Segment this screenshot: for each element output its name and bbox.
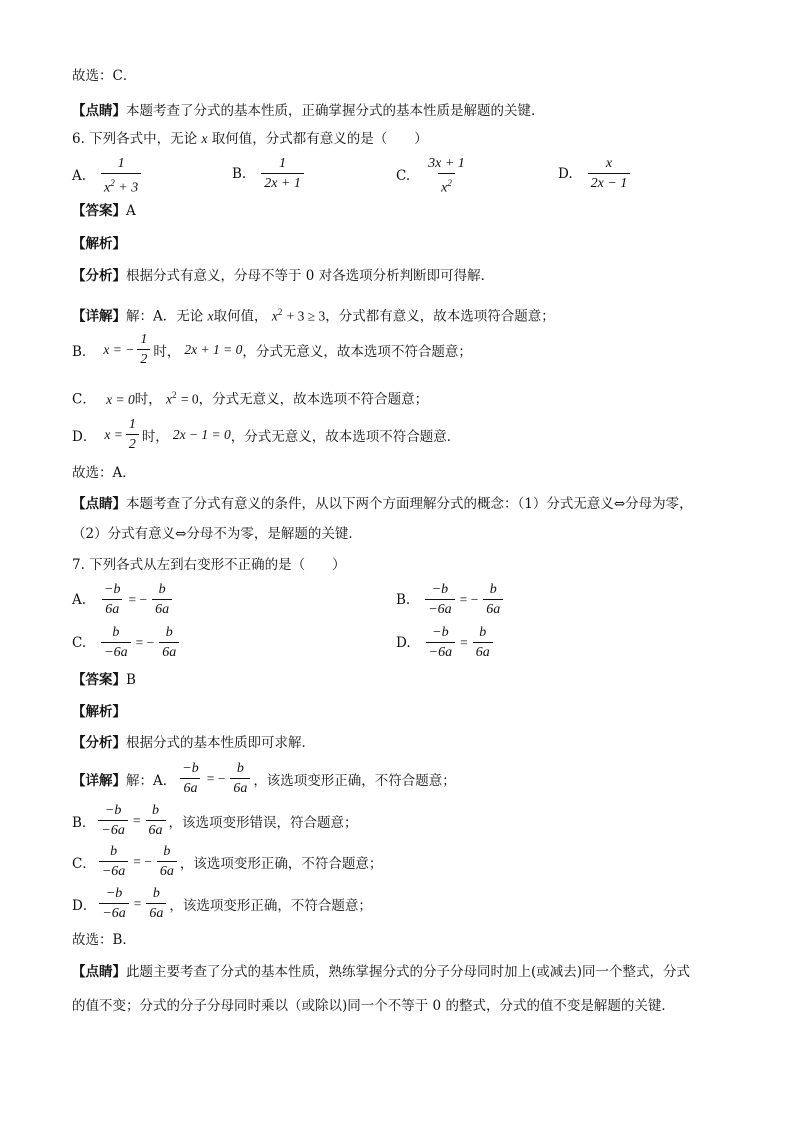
fraction (146, 885, 166, 922)
fraction (588, 155, 631, 192)
numerator: b (152, 803, 159, 818)
equals-sign: = − (133, 853, 152, 869)
denominator: 6a (473, 642, 493, 661)
label: B． (72, 343, 96, 360)
denominator: −6a (99, 861, 128, 880)
numerator: 1 (128, 417, 136, 432)
q6-stem-part: 6. 下列各式中，无论 (72, 131, 198, 147)
label: 解：A． (126, 772, 177, 789)
label: B． (72, 814, 96, 831)
denominator: −6a (426, 642, 455, 661)
text: 取何值， (213, 308, 268, 325)
xiangjie-6-a (72, 302, 555, 327)
numerator: −b (104, 803, 122, 818)
conclusion-line: 故选：C． (72, 68, 137, 84)
denominator: 6a (152, 599, 172, 618)
fraction (426, 624, 455, 661)
numerator: 1 (279, 156, 287, 171)
comment-6-a (72, 494, 693, 514)
fraction (98, 802, 127, 839)
text: ，该选项变形正确，不符合题意； (169, 897, 372, 914)
xiangjie-6-d (72, 416, 460, 453)
fraction (425, 581, 454, 618)
option-label: C. (72, 634, 87, 651)
denominator: −6a (98, 820, 127, 839)
q7-option-d (396, 624, 496, 661)
comment-text: 本题考查了分式的基本性质，正确掌握分式的基本性质是解题的关键． (126, 103, 545, 119)
answer-7 (72, 670, 136, 690)
xiangjie-7-c (72, 843, 382, 880)
numerator: b (489, 582, 497, 597)
fraction (230, 760, 250, 797)
analysis-6-tag: 【解析】 (72, 236, 126, 252)
math: = 0 (180, 391, 199, 407)
text: ，该选项变形正确，不符合题意； (253, 772, 456, 789)
numerator: 1 (117, 156, 125, 171)
option-label: B. (232, 165, 247, 182)
fenxi-tag: 【分析】 (72, 735, 126, 751)
xiangjie-tag: 【详解】 (72, 772, 126, 789)
fraction (425, 155, 468, 197)
fenxi-6 (72, 266, 494, 286)
denominator: 6a (146, 903, 166, 922)
q7-option-a (72, 581, 175, 618)
xiangjie-7-d (72, 885, 372, 922)
xiangjie-tag: 【详解】 (72, 308, 126, 325)
comment-text: 本题考查了分式有意义的条件，从以下两个方面理解分式的概念：（1）分式无意义⇔分母为零， (126, 496, 693, 512)
text: ，分式无意义，故本选项不符合题意． (230, 428, 461, 445)
fraction (99, 843, 128, 880)
equals-sign: = (133, 895, 142, 911)
numerator: b (110, 844, 118, 859)
answer-6 (72, 201, 136, 221)
numerator: b (163, 844, 171, 859)
comment-line (72, 101, 545, 121)
answer-tag: 【答案】 (72, 672, 126, 688)
math: + 3 ≥ 3 (286, 308, 326, 324)
fenxi-text: 根据分式的基本性质即可求解． (126, 735, 315, 751)
var-x: x (207, 308, 214, 324)
text: ，分式无意义，故本选项不符合题意； (242, 343, 472, 360)
numerator: b (479, 625, 487, 640)
fenxi-tag: 【分析】 (72, 268, 126, 284)
numerator: −b (182, 761, 199, 776)
numerator: 3x + 1 (428, 156, 465, 171)
numerator: −b (104, 582, 121, 597)
fraction (483, 581, 503, 618)
comment-text: 此题主要考查了分式的基本性质，熟练掌握分式的分子分母同时加上(或减去)同一个整式，分式 (126, 964, 691, 980)
q7-option-b (396, 581, 506, 618)
fraction (157, 843, 177, 880)
numerator: x (605, 156, 613, 171)
comment-7-b: 的值不变；分式的分子分母同时乘以（或除以)同一个不等于 0 的整式，分式的值不变是解题的关键． (72, 998, 675, 1014)
label: C． (72, 855, 96, 872)
fraction (126, 416, 139, 453)
denominator: 2 (137, 349, 150, 368)
denominator: 2x − 1 (588, 173, 631, 192)
denominator: 6a (230, 778, 250, 797)
numerator: b (158, 582, 166, 597)
fraction (101, 155, 141, 197)
fraction (152, 581, 172, 618)
xiangjie-6-c (72, 385, 428, 410)
answer-value: B (126, 672, 136, 688)
comment-tag: 【点睛】 (72, 964, 126, 980)
denominator: 6a (180, 778, 200, 797)
equals-sign: = (460, 634, 468, 650)
denominator: −6a (99, 903, 128, 922)
comment-7-a (72, 962, 690, 982)
option-label: D. (396, 634, 411, 651)
equals-sign: = − (206, 770, 226, 786)
answer-tag: 【答案】 (72, 203, 126, 219)
label: D． (72, 897, 97, 914)
math: 2x − 1 = 0 (172, 426, 231, 442)
fraction (137, 331, 150, 368)
fraction (261, 155, 304, 192)
var-x: x (166, 391, 173, 407)
xiangjie-7-b (72, 802, 358, 839)
fraction (179, 760, 201, 797)
q6-stem-part2: 取何值，分式都有意义的是（ ） (211, 131, 428, 147)
math: x = − (103, 341, 135, 357)
fraction (473, 624, 493, 661)
math: 2x + 1 = 0 (184, 341, 243, 357)
numerator: b (236, 761, 244, 776)
numerator: −b (432, 625, 449, 640)
fraction (101, 624, 130, 661)
comment-tag: 【点睛】 (72, 496, 126, 512)
numerator: −b (105, 886, 123, 901)
math: x = 0 (106, 391, 135, 407)
comment-6-b: （2）分式有意义⇔分母不为零，是解题的关键． (72, 526, 362, 542)
fenxi-7 (72, 733, 315, 753)
option-label: B. (396, 591, 411, 608)
equals-sign: = − (135, 634, 155, 650)
text: 时， (141, 428, 169, 445)
denominator: 6a (102, 599, 122, 618)
text: 时， (153, 343, 181, 360)
q6-option-c (396, 155, 471, 197)
denominator (101, 173, 141, 197)
option-label: C. (396, 167, 411, 184)
q6-option-a (72, 155, 144, 197)
exp-2: 2 (277, 307, 283, 317)
exp-2: 2 (110, 178, 115, 188)
text: 时， (134, 391, 162, 408)
label: C． (72, 391, 96, 408)
text: 解：A．无论 (126, 308, 204, 325)
analysis-7-tag: 【解析】 (72, 704, 126, 720)
numerator: b (112, 625, 120, 640)
equals-sign: = − (128, 591, 148, 607)
denominator: 6a (483, 599, 503, 618)
exp-2: 2 (172, 390, 177, 400)
text: ，分式无意义，故本选项不符合题意； (198, 391, 429, 408)
denominator (438, 173, 455, 197)
fraction (101, 581, 123, 618)
label: D． (72, 428, 97, 445)
q6-option-d (558, 155, 633, 192)
numerator: b (152, 886, 160, 901)
var-x: x (104, 180, 111, 196)
var-x: x (441, 180, 448, 196)
fraction (159, 624, 179, 661)
text: ，分式都有意义，故本选项符合题意； (325, 308, 555, 325)
xiangjie-6-b (72, 331, 472, 368)
numerator: 1 (140, 332, 148, 347)
fenxi-text: 根据分式有意义，分母不等于 0 对各选项分析判断即可得解． (126, 268, 495, 284)
q7-option-c (72, 624, 182, 661)
option-label: A. (72, 591, 87, 608)
answer-value: A (126, 203, 136, 219)
denominator: 6a (146, 820, 166, 839)
conclusion-7: 故选：B． (72, 932, 136, 948)
var-x: x (271, 308, 278, 324)
fraction (146, 802, 166, 839)
q6-stem-var: x (201, 131, 208, 146)
comment-tag: 【点睛】 (72, 103, 126, 119)
option-label: D. (558, 165, 573, 182)
denominator: 2 (126, 434, 139, 453)
numerator: −b (431, 582, 449, 597)
denominator: −6a (101, 642, 130, 661)
question-6-stem (72, 129, 428, 149)
denominator: 6a (157, 861, 177, 880)
question-7-stem: 7. 下列各式从左到右变形不正确的是（ ） (72, 557, 346, 573)
equals-sign: = (132, 812, 141, 828)
q6-option-b (232, 155, 307, 192)
conclusion-6: 故选：A． (72, 465, 136, 481)
equals-sign: = − (459, 591, 479, 607)
denominator: 6a (159, 642, 179, 661)
option-label: A. (72, 167, 87, 184)
xiangjie-7-a (72, 760, 456, 797)
denominator: −6a (425, 599, 454, 618)
text: ，该选项变形错误，符合题意； (168, 814, 358, 831)
fraction (99, 885, 128, 922)
text: ，该选项变形正确，不符合题意； (179, 855, 383, 872)
den-part: + 3 (118, 180, 139, 196)
denominator: 2x + 1 (261, 173, 304, 192)
exp-2: 2 (447, 178, 452, 188)
math: x = (104, 426, 123, 442)
numerator: b (165, 625, 173, 640)
